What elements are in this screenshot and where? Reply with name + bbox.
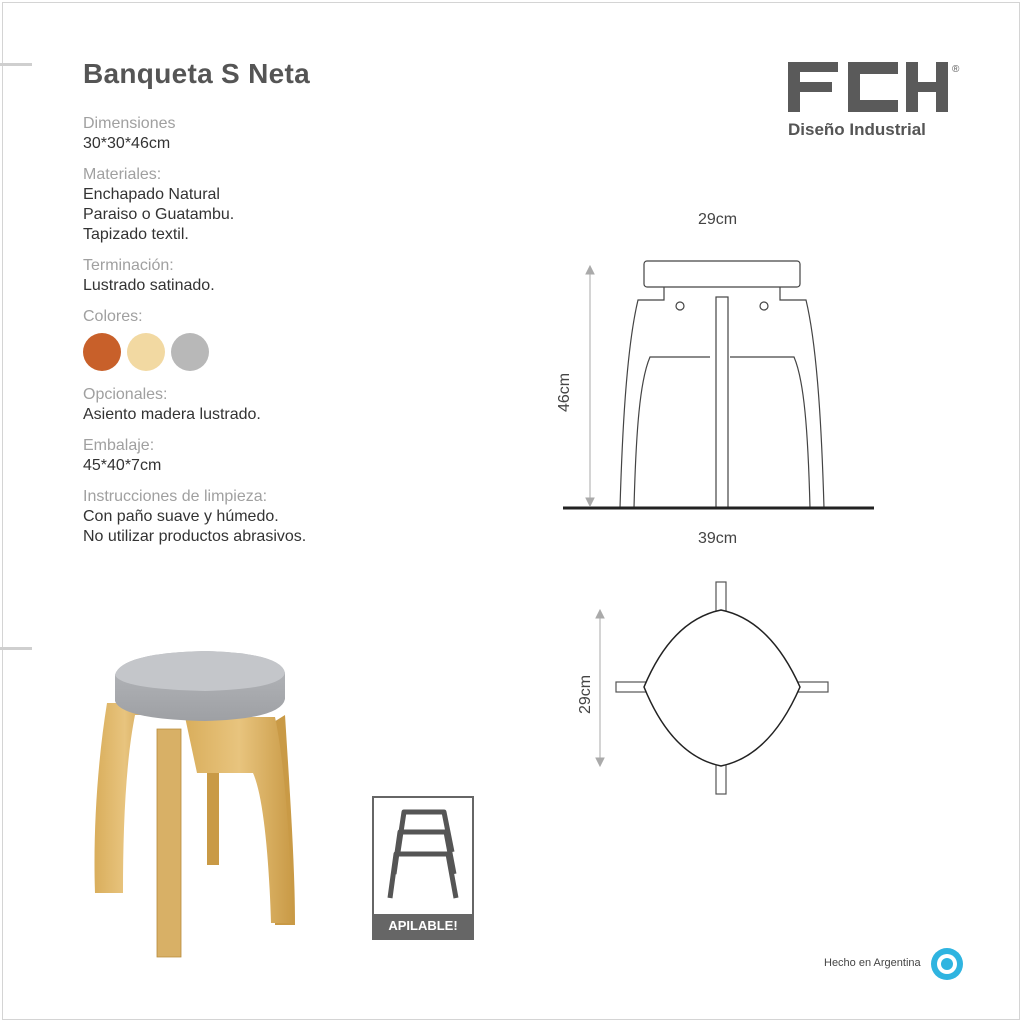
stackable-badge bbox=[372, 796, 474, 940]
stool-illustration bbox=[85, 645, 305, 965]
spec-item bbox=[83, 385, 503, 425]
registered-mark: ® bbox=[952, 64, 960, 75]
spec-item bbox=[83, 436, 503, 476]
seat-plan bbox=[644, 610, 800, 766]
screw-right bbox=[760, 302, 768, 310]
elevation-drawing bbox=[560, 250, 880, 520]
logo-subtitle: Diseño Industrial bbox=[788, 120, 926, 139]
spec-item bbox=[83, 487, 503, 547]
spec-value: Paraiso o Guatambu. bbox=[83, 206, 235, 223]
spec-label: Dimensiones bbox=[83, 115, 176, 132]
plan-leg-left bbox=[616, 682, 646, 692]
fch-logo bbox=[786, 60, 966, 120]
center-leg bbox=[716, 297, 728, 508]
dim-base-width: 39cm bbox=[698, 530, 738, 547]
spec-value: Con paño suave y húmedo. bbox=[83, 508, 279, 525]
front-leg-3d bbox=[157, 729, 181, 957]
plan-drawing bbox=[580, 570, 840, 810]
product-title: Banqueta S Neta bbox=[83, 58, 310, 89]
spec-value: No utilizar productos abrasivos. bbox=[83, 528, 307, 545]
left-leg-3d bbox=[95, 703, 156, 893]
dim-top-width: 29cm bbox=[698, 211, 738, 228]
spec-value: 30*30*46cm bbox=[83, 135, 171, 152]
color-swatches bbox=[83, 333, 503, 371]
plan-leg-bottom bbox=[716, 764, 726, 794]
right-leg-3d bbox=[185, 717, 293, 923]
spec-label: Embalaje: bbox=[83, 437, 155, 454]
edge-mark-top bbox=[0, 63, 32, 66]
spec-value: 45*40*7cm bbox=[83, 457, 162, 474]
dim-plan-depth: 29cm bbox=[577, 674, 594, 714]
left-leg bbox=[620, 287, 710, 508]
edge-mark-middle bbox=[0, 647, 32, 650]
dim-height: 46cm bbox=[556, 372, 573, 412]
spec-value: Enchapado Natural bbox=[83, 186, 220, 203]
spec-value: Lustrado satinado. bbox=[83, 277, 215, 294]
stackable-label: APILABLE! bbox=[374, 914, 472, 938]
spec-value: Asiento madera lustrado. bbox=[83, 406, 261, 423]
spec-label: Instrucciones de limpieza: bbox=[83, 488, 268, 505]
made-in-text: Hecho en Argentina bbox=[824, 957, 921, 969]
stack-icon bbox=[374, 802, 472, 914]
spec-label: Colores: bbox=[83, 308, 143, 325]
spec-label: Terminación: bbox=[83, 257, 174, 274]
spec-label: Opcionales: bbox=[83, 386, 168, 403]
color-swatch bbox=[171, 333, 209, 371]
seat-elevation bbox=[644, 261, 800, 287]
spec-item bbox=[83, 114, 503, 154]
spec-item bbox=[83, 256, 503, 296]
color-swatch bbox=[127, 333, 165, 371]
argentina-icon bbox=[929, 946, 965, 982]
spec-item bbox=[83, 307, 503, 371]
inner-leg bbox=[207, 773, 219, 865]
spec-value: Tapizado textil. bbox=[83, 226, 189, 243]
plan-leg-top bbox=[716, 582, 726, 612]
plan-leg-right bbox=[798, 682, 828, 692]
spec-label: Materiales: bbox=[83, 166, 162, 183]
right-leg bbox=[730, 287, 824, 508]
cushion-top bbox=[115, 651, 285, 691]
screw-left bbox=[676, 302, 684, 310]
spec-list bbox=[83, 114, 503, 558]
spec-item bbox=[83, 165, 503, 245]
color-swatch bbox=[83, 333, 121, 371]
